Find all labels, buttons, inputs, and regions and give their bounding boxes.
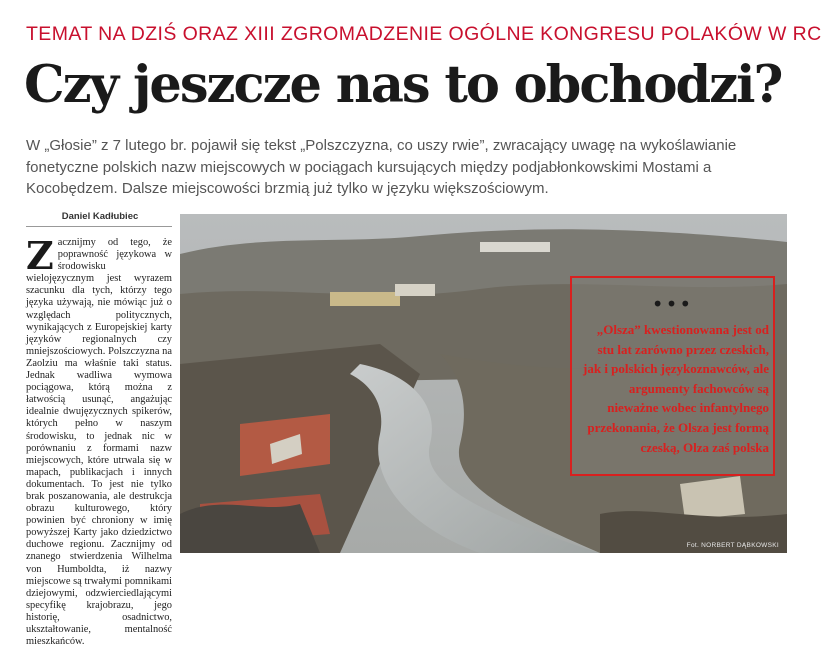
article-title: Czy jeszcze nas to obchodzi? — [24, 55, 782, 115]
article-body-text: acznijmy od tego, że poprawność językowa w środowisku wielojęzycznym jest wyrazem szacunku dla tych, którzy tego języka używają, nie mówiąc już o względach politycznych, wynikających z Europejskiej karty języków regionalnych czy mniejszościowych. Polszczyzna na Zaolziu ma właśnie taki status. Jednak wadliwa wymowa pociągowa, którą można z łatwością usunąć, angażując idealnie dwujęzycznych spikerów, których pełno w naszym środowisku, to jednak nic w porównaniu z formami nazw miejscowych, które utrwala się w mapach, publikacjach i innych dokumentach. To jest nie tylko brak poszanowania, ale destrukcja obrazu kulturowego, który powinien być chroniony w imię powyższej Karty jako dziedzictwo duchowe regionu. Zacznijmy od znanego stwierdzenia Wilhelma von Humboldta, iż nazwy miejscowe są trwałymi pomnikami dziejowymi, odzwierciedlającymi specyfikę krajobrazu, jego historię, osadnictwo, ukształtowanie, mentalność mieszkańców. — [26, 237, 172, 648]
author-byline: Daniel Kadłubiec — [61, 211, 139, 222]
pull-quote-text: „Olsza” kwestionowana jest od stu lat zarówno przez czeskich, jak i polskich językoznawców, ale argumenty fachowców są nieważne wobec infantylnego przekonania, że Olsza jest formą czeską, Olza zaś polska — [583, 322, 769, 455]
photo-credit: Fot. NORBERT DĄBKOWSKI — [686, 542, 779, 549]
ellipsis-icon: ••• — [651, 292, 694, 316]
pull-quote-box — [570, 276, 775, 476]
article-lead: W „Głosie” z 7 lutego br. pojawił się tekst „Polszczyzna, co uszy rwie”, zwracający uwagę na wykoślawianie fonetyczne polskich nazw miejscowych w pociągach kursujących między podjabłonkowskimi Mostami a Kocobędzem. Dalsze miejscowości brzmią już tylko w języku większościowym. — [26, 137, 737, 197]
article-body-column — [26, 233, 172, 648]
drop-cap: Z — [26, 233, 54, 278]
section-kicker: TEMAT NA DZIŚ ORAZ XIII ZGROMADZENIE OGÓLNE KONGRESU POLAKÓW W RC — [26, 23, 822, 45]
byline-divider — [26, 226, 172, 227]
